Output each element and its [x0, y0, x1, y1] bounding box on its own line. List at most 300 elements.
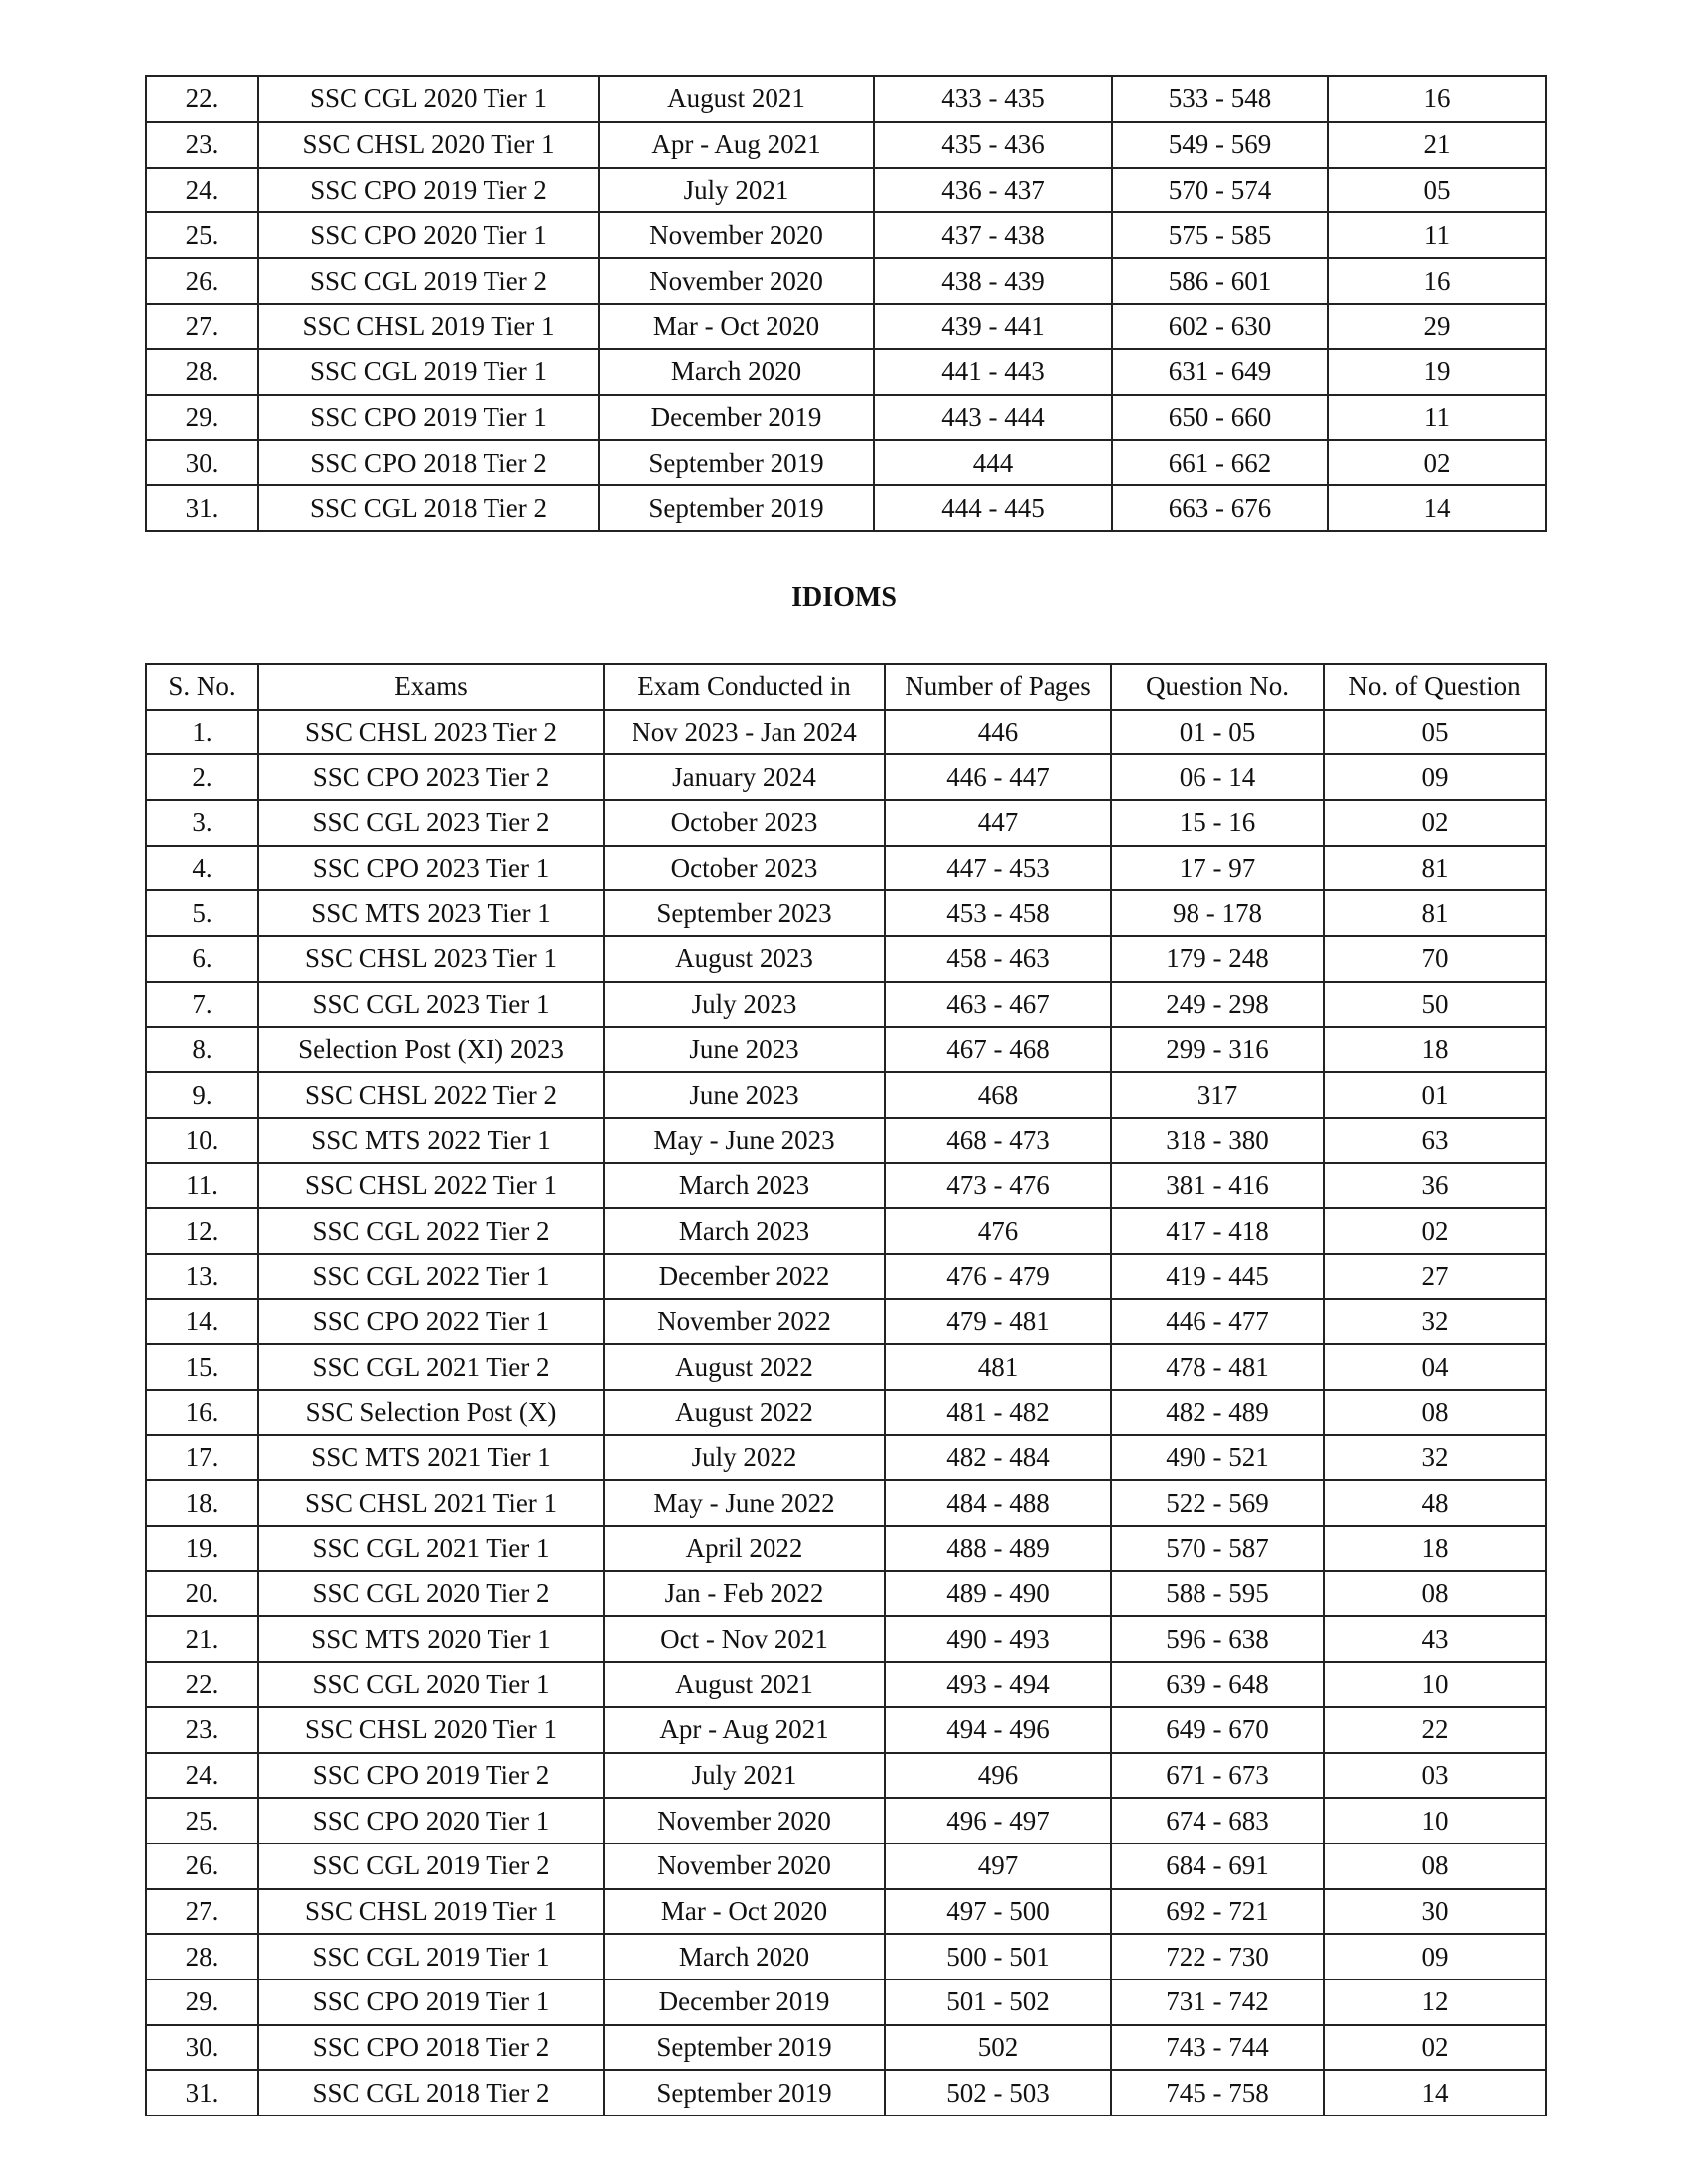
- header-cell: Question No.: [1111, 664, 1324, 710]
- table-cell: 249 - 298: [1111, 982, 1324, 1027]
- table-cell: July 2022: [604, 1435, 885, 1481]
- table-cell: 20.: [146, 1571, 258, 1617]
- table-cell: 11: [1328, 212, 1546, 258]
- table-cell: 731 - 742: [1111, 1979, 1324, 2025]
- table-cell: 28.: [146, 1934, 258, 1979]
- table-cell: 81: [1324, 846, 1546, 891]
- table-cell: Nov 2023 - Jan 2024: [604, 710, 885, 755]
- table-cell: SSC MTS 2021 Tier 1: [258, 1435, 604, 1481]
- table-cell: SSC CHSL 2022 Tier 1: [258, 1163, 604, 1209]
- table-cell: November 2020: [604, 1798, 885, 1843]
- table-row: [146, 1571, 1546, 1617]
- table-cell: 25.: [146, 212, 258, 258]
- table-cell: 29: [1328, 304, 1546, 349]
- table-cell: October 2023: [604, 800, 885, 846]
- table-cell: 570 - 574: [1112, 168, 1328, 213]
- table-row: [146, 1798, 1546, 1843]
- table-cell: Apr - Aug 2021: [599, 122, 874, 168]
- table-cell: SSC CGL 2022 Tier 2: [258, 1208, 604, 1254]
- table-cell: 476: [885, 1208, 1111, 1254]
- table-cell: 9.: [146, 1072, 258, 1118]
- table-cell: 7.: [146, 982, 258, 1027]
- table-cell: 497 - 500: [885, 1889, 1111, 1935]
- table-cell: 08: [1324, 1390, 1546, 1435]
- table-cell: August 2021: [604, 1662, 885, 1707]
- table-cell: 5.: [146, 890, 258, 936]
- table-cell: 16: [1328, 76, 1546, 122]
- idioms-table-header: [146, 664, 1546, 710]
- table-row: [146, 710, 1546, 755]
- table-row: [146, 1979, 1546, 2025]
- header-cell: Number of Pages: [885, 664, 1111, 710]
- table-cell: September 2019: [604, 2025, 885, 2071]
- table-cell: 14.: [146, 1299, 258, 1345]
- table-cell: 19.: [146, 1526, 258, 1571]
- table-cell: 447 - 453: [885, 846, 1111, 891]
- table-cell: Oct - Nov 2021: [604, 1616, 885, 1662]
- table-row: [146, 349, 1546, 395]
- table-cell: 18: [1324, 1027, 1546, 1073]
- table-cell: 2.: [146, 754, 258, 800]
- table-cell: SSC CPO 2019 Tier 2: [258, 1753, 604, 1799]
- table-cell: July 2021: [604, 1753, 885, 1799]
- table-cell: SSC CGL 2020 Tier 2: [258, 1571, 604, 1617]
- table-cell: SSC CGL 2022 Tier 1: [258, 1254, 604, 1299]
- previous-section-table: [145, 75, 1547, 532]
- table-cell: 435 - 436: [874, 122, 1112, 168]
- table-cell: 458 - 463: [885, 936, 1111, 982]
- table-cell: 13.: [146, 1254, 258, 1299]
- table-cell: 743 - 744: [1111, 2025, 1324, 2071]
- table-cell: November 2022: [604, 1299, 885, 1345]
- table-row: [146, 1118, 1546, 1163]
- table-cell: December 2022: [604, 1254, 885, 1299]
- table-cell: SSC CHSL 2020 Tier 1: [258, 1707, 604, 1753]
- table-cell: 22.: [146, 1662, 258, 1707]
- table-cell: 476 - 479: [885, 1254, 1111, 1299]
- table-cell: SSC CHSL 2023 Tier 1: [258, 936, 604, 982]
- table-cell: SSC CPO 2020 Tier 1: [258, 1798, 604, 1843]
- table-cell: 98 - 178: [1111, 890, 1324, 936]
- header-cell: S. No.: [146, 664, 258, 710]
- table-cell: 05: [1324, 710, 1546, 755]
- table-cell: SSC CGL 2019 Tier 1: [258, 349, 599, 395]
- table-cell: 671 - 673: [1111, 1753, 1324, 1799]
- table-row: [146, 1616, 1546, 1662]
- table-cell: 1.: [146, 710, 258, 755]
- table-cell: May - June 2022: [604, 1480, 885, 1526]
- table-cell: 09: [1324, 754, 1546, 800]
- table-cell: 722 - 730: [1111, 1934, 1324, 1979]
- table-cell: SSC MTS 2020 Tier 1: [258, 1616, 604, 1662]
- table-cell: SSC CPO 2019 Tier 1: [258, 395, 599, 441]
- table-cell: 317: [1111, 1072, 1324, 1118]
- table-cell: 22.: [146, 76, 258, 122]
- table-row: [146, 1753, 1546, 1799]
- table-row: [146, 2070, 1546, 2116]
- table-cell: March 2023: [604, 1208, 885, 1254]
- table-cell: 381 - 416: [1111, 1163, 1324, 1209]
- table-cell: 02: [1324, 1208, 1546, 1254]
- table-cell: 570 - 587: [1111, 1526, 1324, 1571]
- table-cell: 29.: [146, 1979, 258, 2025]
- table-cell: 575 - 585: [1112, 212, 1328, 258]
- table-cell: 30.: [146, 2025, 258, 2071]
- table-cell: 447: [885, 800, 1111, 846]
- table-cell: 8.: [146, 1027, 258, 1073]
- table-row: [146, 1027, 1546, 1073]
- table-cell: 684 - 691: [1111, 1843, 1324, 1889]
- table-cell: 639 - 648: [1111, 1662, 1324, 1707]
- table-cell: 468 - 473: [885, 1118, 1111, 1163]
- table-cell: 479 - 481: [885, 1299, 1111, 1345]
- table-cell: 02: [1328, 440, 1546, 485]
- table-cell: August 2022: [604, 1344, 885, 1390]
- table-cell: SSC CHSL 2022 Tier 2: [258, 1072, 604, 1118]
- table-cell: 596 - 638: [1111, 1616, 1324, 1662]
- section-title-idioms: IDIOMS: [791, 582, 897, 613]
- table-cell: Mar - Oct 2020: [604, 1889, 885, 1935]
- table-cell: 23.: [146, 1707, 258, 1753]
- table-cell: 08: [1324, 1571, 1546, 1617]
- table-cell: January 2024: [604, 754, 885, 800]
- table-cell: 21.: [146, 1616, 258, 1662]
- table-cell: 06 - 14: [1111, 754, 1324, 800]
- table-row: [146, 1163, 1546, 1209]
- table-cell: SSC CHSL 2019 Tier 1: [258, 1889, 604, 1935]
- table-cell: 441 - 443: [874, 349, 1112, 395]
- table-cell: 27: [1324, 1254, 1546, 1299]
- table-cell: 494 - 496: [885, 1707, 1111, 1753]
- table-cell: 14: [1328, 485, 1546, 531]
- table-cell: 502 - 503: [885, 2070, 1111, 2116]
- table-cell: 05: [1328, 168, 1546, 213]
- table-cell: 439 - 441: [874, 304, 1112, 349]
- table-row: [146, 1299, 1546, 1345]
- table-row: [146, 1254, 1546, 1299]
- table-cell: August 2022: [604, 1390, 885, 1435]
- table-cell: SSC CGL 2018 Tier 2: [258, 485, 599, 531]
- table-cell: 01 - 05: [1111, 710, 1324, 755]
- table-cell: 446 - 447: [885, 754, 1111, 800]
- table-cell: 3.: [146, 800, 258, 846]
- table-cell: 31.: [146, 485, 258, 531]
- table-cell: 586 - 601: [1112, 258, 1328, 304]
- table-row: [146, 982, 1546, 1027]
- table-cell: SSC CHSL 2019 Tier 1: [258, 304, 599, 349]
- table-cell: August 2023: [604, 936, 885, 982]
- table-cell: 27.: [146, 1889, 258, 1935]
- table-cell: 438 - 439: [874, 258, 1112, 304]
- table-cell: 63: [1324, 1118, 1546, 1163]
- table-cell: 31.: [146, 2070, 258, 2116]
- table-cell: 18.: [146, 1480, 258, 1526]
- table-row: [146, 1435, 1546, 1481]
- table-cell: 482 - 489: [1111, 1390, 1324, 1435]
- table-cell: 631 - 649: [1112, 349, 1328, 395]
- idioms-table: [145, 663, 1547, 2116]
- table-cell: July 2023: [604, 982, 885, 1027]
- table-cell: 32: [1324, 1299, 1546, 1345]
- table-row: [146, 936, 1546, 982]
- table-cell: 481: [885, 1344, 1111, 1390]
- table-cell: 15.: [146, 1344, 258, 1390]
- table-cell: 588 - 595: [1111, 1571, 1324, 1617]
- table-cell: 318 - 380: [1111, 1118, 1324, 1163]
- table-cell: 493 - 494: [885, 1662, 1111, 1707]
- table-row: [146, 212, 1546, 258]
- table-cell: 17.: [146, 1435, 258, 1481]
- table-cell: September 2019: [604, 2070, 885, 2116]
- table-cell: 433 - 435: [874, 76, 1112, 122]
- table-cell: November 2020: [599, 258, 874, 304]
- table-cell: July 2021: [599, 168, 874, 213]
- table-cell: SSC CPO 2023 Tier 1: [258, 846, 604, 891]
- table-cell: 437 - 438: [874, 212, 1112, 258]
- table-row: [146, 485, 1546, 531]
- table-cell: 18: [1324, 1526, 1546, 1571]
- table-cell: 26.: [146, 258, 258, 304]
- table-row: [146, 168, 1546, 213]
- table-row: [146, 1843, 1546, 1889]
- table-cell: 468: [885, 1072, 1111, 1118]
- table-cell: 10: [1324, 1798, 1546, 1843]
- table-cell: SSC CPO 2018 Tier 2: [258, 2025, 604, 2071]
- table-cell: 10.: [146, 1118, 258, 1163]
- table-cell: SSC CPO 2019 Tier 2: [258, 168, 599, 213]
- table-cell: March 2023: [604, 1163, 885, 1209]
- table-cell: Apr - Aug 2021: [604, 1707, 885, 1753]
- table-cell: 81: [1324, 890, 1546, 936]
- table-cell: SSC CGL 2021 Tier 1: [258, 1526, 604, 1571]
- table-cell: 419 - 445: [1111, 1254, 1324, 1299]
- table-cell: 23.: [146, 122, 258, 168]
- table-cell: 09: [1324, 1934, 1546, 1979]
- table-cell: 533 - 548: [1112, 76, 1328, 122]
- table-cell: 32: [1324, 1435, 1546, 1481]
- header-cell: No. of Question: [1324, 664, 1546, 710]
- table-cell: 02: [1324, 2025, 1546, 2071]
- table-cell: 490 - 493: [885, 1616, 1111, 1662]
- table-cell: 453 - 458: [885, 890, 1111, 936]
- table-cell: 30.: [146, 440, 258, 485]
- table-cell: Mar - Oct 2020: [599, 304, 874, 349]
- table-cell: 48: [1324, 1480, 1546, 1526]
- table-row: [146, 1344, 1546, 1390]
- table-cell: SSC CPO 2023 Tier 2: [258, 754, 604, 800]
- table-cell: SSC CGL 2021 Tier 2: [258, 1344, 604, 1390]
- table-cell: 602 - 630: [1112, 304, 1328, 349]
- table-cell: SSC CGL 2023 Tier 1: [258, 982, 604, 1027]
- table-cell: 27.: [146, 304, 258, 349]
- table-cell: 501 - 502: [885, 1979, 1111, 2025]
- table-cell: SSC CHSL 2021 Tier 1: [258, 1480, 604, 1526]
- table-cell: SSC CGL 2019 Tier 2: [258, 258, 599, 304]
- table-cell: SSC CGL 2018 Tier 2: [258, 2070, 604, 2116]
- table-cell: 482 - 484: [885, 1435, 1111, 1481]
- table-cell: 444 - 445: [874, 485, 1112, 531]
- table-cell: 26.: [146, 1843, 258, 1889]
- table-cell: 36: [1324, 1163, 1546, 1209]
- table-cell: 443 - 444: [874, 395, 1112, 441]
- table-cell: 467 - 468: [885, 1027, 1111, 1073]
- table-row: [146, 304, 1546, 349]
- table-cell: 15 - 16: [1111, 800, 1324, 846]
- table-cell: 12: [1324, 1979, 1546, 2025]
- table-cell: 24.: [146, 1753, 258, 1799]
- table-cell: SSC CHSL 2023 Tier 2: [258, 710, 604, 755]
- table-cell: SSC CPO 2019 Tier 1: [258, 1979, 604, 2025]
- table-cell: SSC CGL 2020 Tier 1: [258, 76, 599, 122]
- table-cell: 43: [1324, 1616, 1546, 1662]
- table-cell: 11: [1328, 395, 1546, 441]
- table-cell: 692 - 721: [1111, 1889, 1324, 1935]
- table-cell: SSC CPO 2022 Tier 1: [258, 1299, 604, 1345]
- table-row: [146, 800, 1546, 846]
- table-cell: 549 - 569: [1112, 122, 1328, 168]
- table-cell: SSC CPO 2020 Tier 1: [258, 212, 599, 258]
- table-row: [146, 440, 1546, 485]
- table-cell: 24.: [146, 168, 258, 213]
- table-cell: 473 - 476: [885, 1163, 1111, 1209]
- table-cell: 179 - 248: [1111, 936, 1324, 982]
- table-cell: 02: [1324, 800, 1546, 846]
- table-cell: 04: [1324, 1344, 1546, 1390]
- table-cell: SSC MTS 2023 Tier 1: [258, 890, 604, 936]
- table-cell: September 2023: [604, 890, 885, 936]
- table-cell: 649 - 670: [1111, 1707, 1324, 1753]
- table-cell: SSC MTS 2022 Tier 1: [258, 1118, 604, 1163]
- table-row: [146, 1072, 1546, 1118]
- table-cell: SSC CGL 2023 Tier 2: [258, 800, 604, 846]
- table-cell: 50: [1324, 982, 1546, 1027]
- table-cell: 490 - 521: [1111, 1435, 1324, 1481]
- idioms-table-body: [146, 710, 1546, 2116]
- table-cell: 14: [1324, 2070, 1546, 2116]
- table-cell: 484 - 488: [885, 1480, 1111, 1526]
- table-cell: 481 - 482: [885, 1390, 1111, 1435]
- table-cell: 522 - 569: [1111, 1480, 1324, 1526]
- table-cell: 488 - 489: [885, 1526, 1111, 1571]
- table-cell: 16: [1328, 258, 1546, 304]
- table-cell: 497: [885, 1843, 1111, 1889]
- table-cell: November 2020: [604, 1843, 885, 1889]
- previous-section-table-body: [146, 76, 1546, 531]
- table-row: [146, 1889, 1546, 1935]
- table-cell: 6.: [146, 936, 258, 982]
- table-cell: 446 - 477: [1111, 1299, 1324, 1345]
- table-row: [146, 1526, 1546, 1571]
- table-cell: September 2019: [599, 485, 874, 531]
- table-cell: 17 - 97: [1111, 846, 1324, 891]
- table-cell: 29.: [146, 395, 258, 441]
- table-cell: 21: [1328, 122, 1546, 168]
- table-cell: June 2023: [604, 1072, 885, 1118]
- table-cell: Selection Post (XI) 2023: [258, 1027, 604, 1073]
- table-row: [146, 395, 1546, 441]
- table-cell: 745 - 758: [1111, 2070, 1324, 2116]
- table-cell: 01: [1324, 1072, 1546, 1118]
- table-cell: 25.: [146, 1798, 258, 1843]
- table-cell: 03: [1324, 1753, 1546, 1799]
- table-cell: 4.: [146, 846, 258, 891]
- table-cell: 502: [885, 2025, 1111, 2071]
- table-cell: 478 - 481: [1111, 1344, 1324, 1390]
- table-cell: 28.: [146, 349, 258, 395]
- table-cell: 661 - 662: [1112, 440, 1328, 485]
- table-cell: 444: [874, 440, 1112, 485]
- table-cell: December 2019: [604, 1979, 885, 2025]
- table-cell: SSC CHSL 2020 Tier 1: [258, 122, 599, 168]
- table-row: [146, 754, 1546, 800]
- table-cell: 08: [1324, 1843, 1546, 1889]
- table-cell: 650 - 660: [1112, 395, 1328, 441]
- table-row: [146, 1707, 1546, 1753]
- table-cell: June 2023: [604, 1027, 885, 1073]
- table-cell: 10: [1324, 1662, 1546, 1707]
- table-row: [146, 890, 1546, 936]
- table-cell: 663 - 676: [1112, 485, 1328, 531]
- table-cell: SSC CGL 2019 Tier 2: [258, 1843, 604, 1889]
- table-cell: Jan - Feb 2022: [604, 1571, 885, 1617]
- table-cell: 70: [1324, 936, 1546, 982]
- table-cell: SSC CGL 2020 Tier 1: [258, 1662, 604, 1707]
- table-cell: September 2019: [599, 440, 874, 485]
- table-cell: March 2020: [604, 1934, 885, 1979]
- table-cell: 500 - 501: [885, 1934, 1111, 1979]
- table-row: [146, 76, 1546, 122]
- table-cell: December 2019: [599, 395, 874, 441]
- table-cell: 446: [885, 710, 1111, 755]
- table-cell: SSC CGL 2019 Tier 1: [258, 1934, 604, 1979]
- table-cell: 463 - 467: [885, 982, 1111, 1027]
- table-row: [146, 2025, 1546, 2071]
- table-row: [146, 1934, 1546, 1979]
- table-cell: November 2020: [599, 212, 874, 258]
- table-cell: 496: [885, 1753, 1111, 1799]
- table-cell: 496 - 497: [885, 1798, 1111, 1843]
- table-row: [146, 1480, 1546, 1526]
- table-cell: SSC Selection Post (X): [258, 1390, 604, 1435]
- table-row: [146, 1208, 1546, 1254]
- table-cell: 12.: [146, 1208, 258, 1254]
- table-cell: 11.: [146, 1163, 258, 1209]
- header-row: [146, 664, 1546, 710]
- table-row: [146, 846, 1546, 891]
- table-cell: 22: [1324, 1707, 1546, 1753]
- table-cell: 436 - 437: [874, 168, 1112, 213]
- table-cell: 674 - 683: [1111, 1798, 1324, 1843]
- table-cell: 19: [1328, 349, 1546, 395]
- table-row: [146, 1390, 1546, 1435]
- table-cell: August 2021: [599, 76, 874, 122]
- table-cell: 299 - 316: [1111, 1027, 1324, 1073]
- header-cell: Exams: [258, 664, 604, 710]
- table-cell: October 2023: [604, 846, 885, 891]
- table-cell: April 2022: [604, 1526, 885, 1571]
- table-cell: 417 - 418: [1111, 1208, 1324, 1254]
- table-cell: March 2020: [599, 349, 874, 395]
- table-cell: May - June 2023: [604, 1118, 885, 1163]
- table-cell: 16.: [146, 1390, 258, 1435]
- table-cell: 30: [1324, 1889, 1546, 1935]
- table-cell: 489 - 490: [885, 1571, 1111, 1617]
- table-row: [146, 122, 1546, 168]
- header-cell: Exam Conducted in: [604, 664, 885, 710]
- table-cell: SSC CPO 2018 Tier 2: [258, 440, 599, 485]
- table-row: [146, 258, 1546, 304]
- table-row: [146, 1662, 1546, 1707]
